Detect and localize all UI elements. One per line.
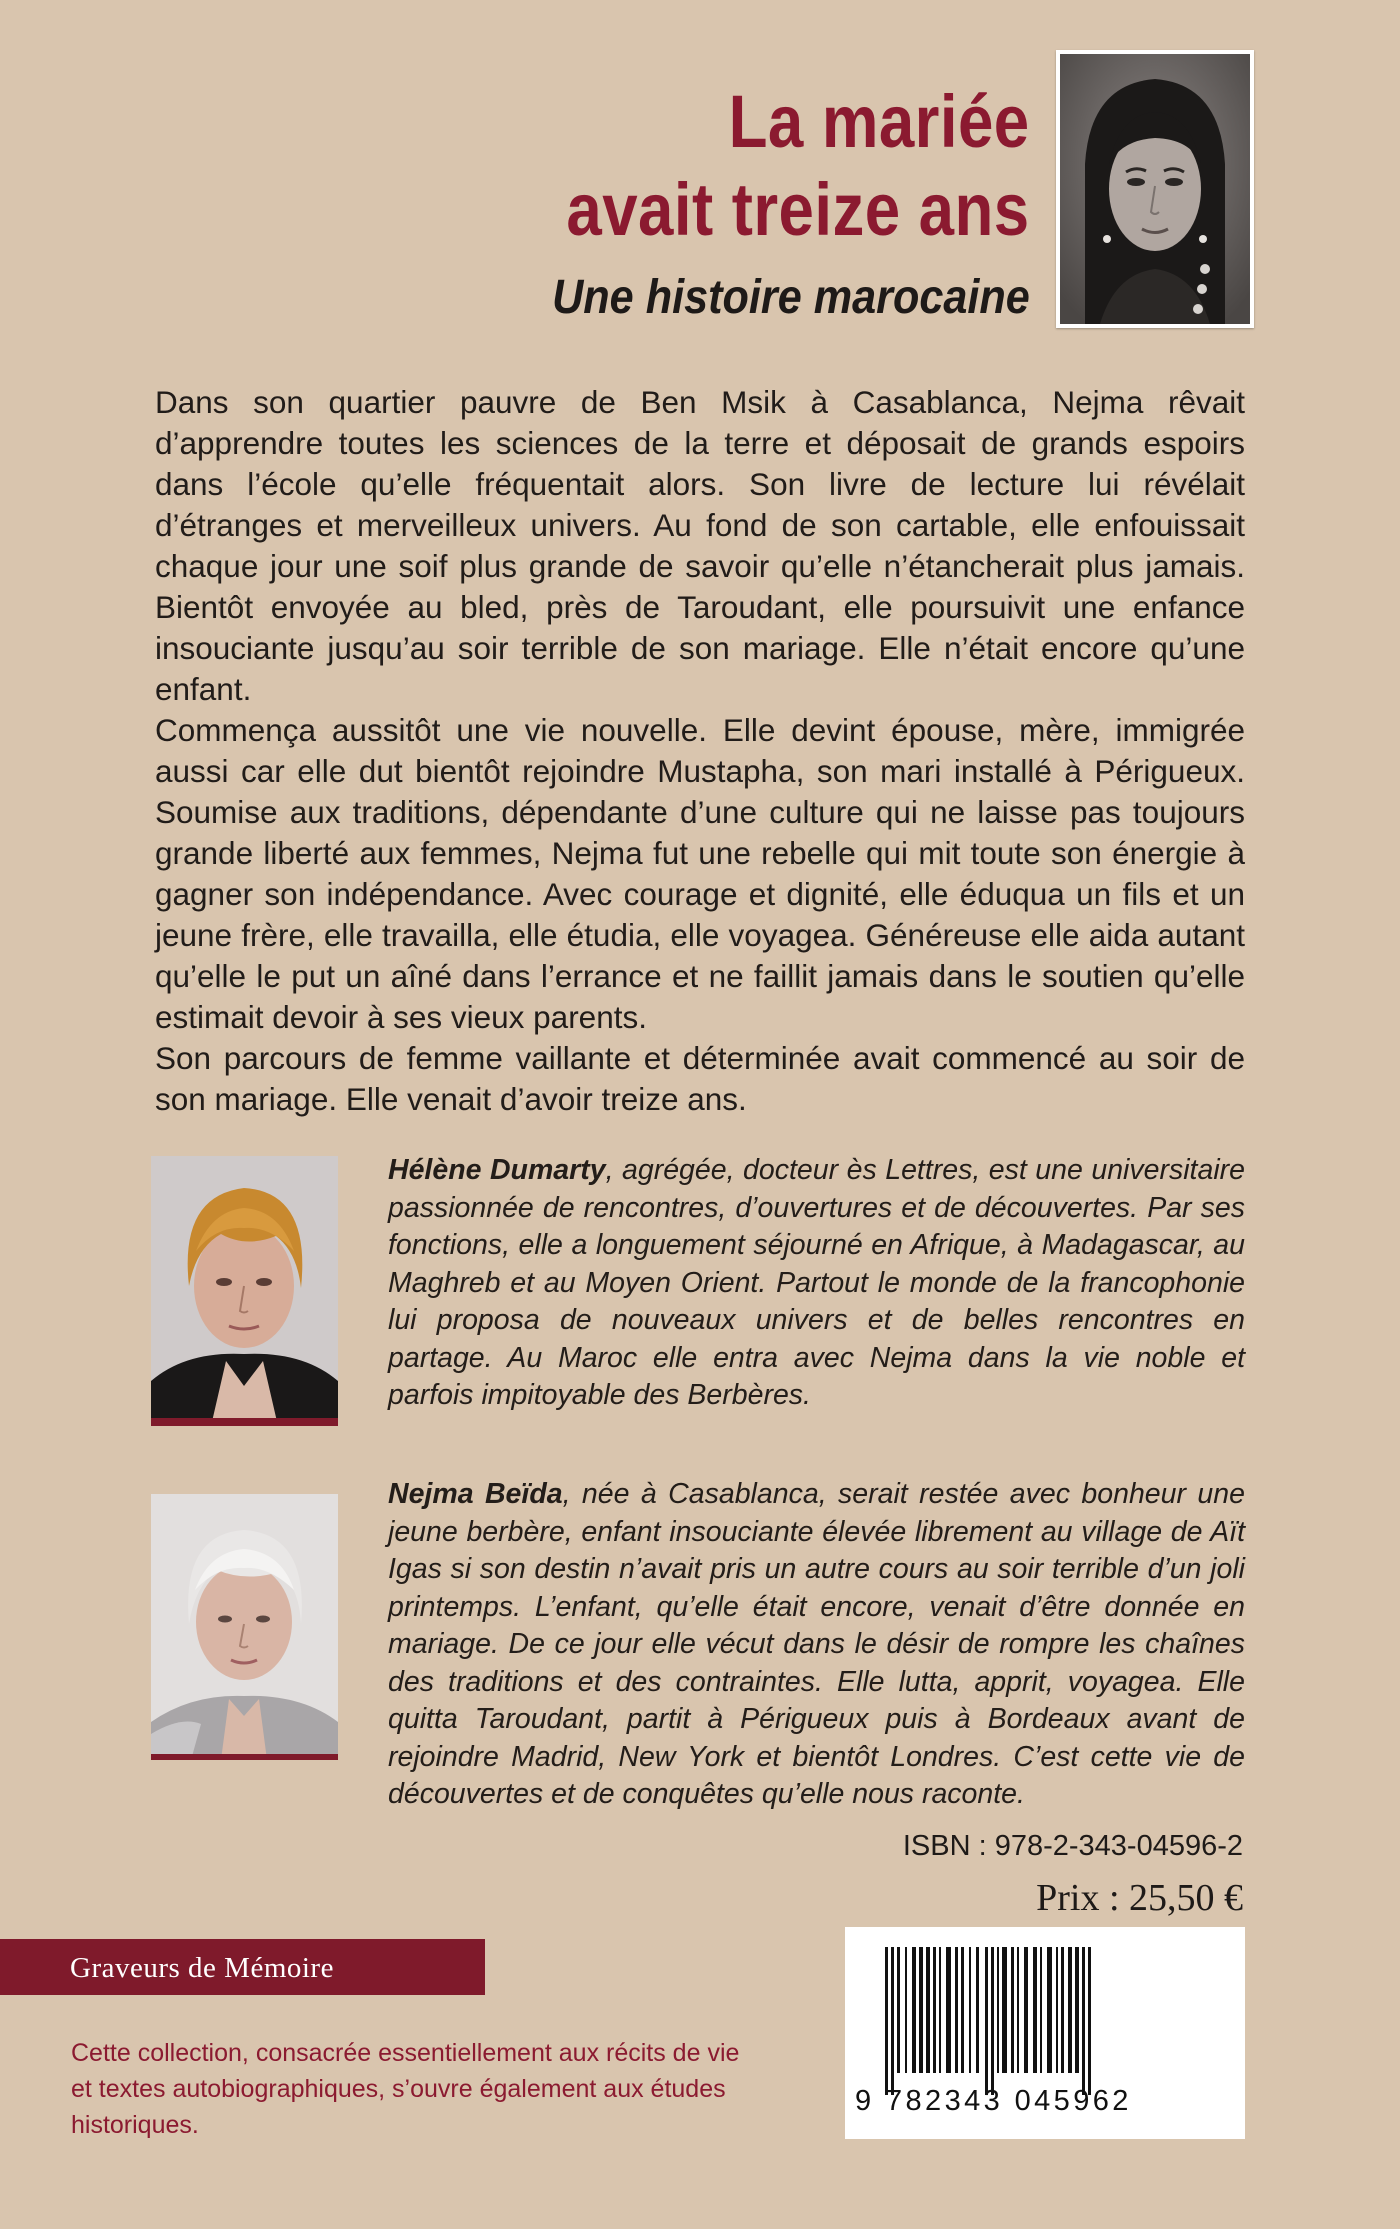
barcode-bar xyxy=(1056,1947,1058,2073)
collection-description: Cette collection, consacrée essentiellement aux récits de vie et textes autobiographiques, s’ouvre également aux études historiques. xyxy=(71,2039,740,2139)
title-line-1: La mariée xyxy=(728,80,1030,163)
barcode-bar xyxy=(985,1947,988,2095)
barcode-bar xyxy=(1061,1947,1064,2073)
barcode-bar xyxy=(1040,1947,1042,2073)
isbn: ISBN : 978-2-343-04596-2 xyxy=(902,1830,1243,1862)
book-summary xyxy=(155,382,1245,1120)
barcode-bar xyxy=(946,1947,951,2073)
author-name-2: Nejma Beïda xyxy=(388,1478,563,1510)
barcode-bar xyxy=(919,1947,923,2073)
barcode-bar xyxy=(1002,1947,1007,2073)
barcode-bar xyxy=(976,1947,979,2073)
barcode-bar xyxy=(1082,1947,1085,2095)
barcode-bar xyxy=(885,1947,888,2095)
author-2-portrait xyxy=(151,1494,338,1760)
barcode-bar xyxy=(1047,1947,1052,2073)
price: Prix : 25,50 € xyxy=(1036,1877,1243,1919)
summary-paragraph-2: Commença aussitôt une vie nouvelle. Elle devint épouse, mère, immigrée aussi car elle dut bientôt rejoindre Mustapha, son mari installé à Périgueux. Soumise aux traditions, dépendante d’une culture qui ne laisse pas toujours grande liberté aux femmes, Nejma fut une rebelle qui mit toute son énergie à gagner son indépendance. Avec courage et dignité, elle éduqua un fils et un jeune frère, elle travailla, elle étudia, elle voyagea. Généreuse elle aida autant qu’elle le put un aîné dans l’errance et ne faillit jamais dans le soutien qu’elle estimait devoir à ses vieux parents. xyxy=(155,712,1245,1035)
barcode-bar xyxy=(1033,1947,1037,2073)
author-photo-1 xyxy=(151,1156,338,1426)
barcode-bar xyxy=(1088,1947,1091,2095)
portrait-illustration xyxy=(1060,54,1250,324)
barcode-bar xyxy=(1024,1947,1028,2073)
title-line-2: avait treize ans xyxy=(566,168,1030,251)
author-1-portrait xyxy=(151,1156,338,1426)
barcode-bar xyxy=(997,1947,999,2073)
author-name-1: Hélène Dumarty xyxy=(388,1154,606,1186)
author-bio-text-1: , agrégée, docteur ès Lettres, est une universitaire passionnée de rencontres, d’ouvertures et de découvertes. Par ses fonctions, elle a longuement séjourné en Afrique, à Madagascar, au Maghreb et au Moyen Orient. Partout le monde de la francophonie lui proposa de nouveaux univers et de belles rencontres en partage. Au Maroc elle entra avec Nejma dans la vie noble et parfois impitoyable des Berbères. xyxy=(388,1154,1246,1411)
barcode-bar xyxy=(1017,1947,1019,2073)
barcode-bar xyxy=(891,1947,894,2095)
book-title xyxy=(567,78,1030,254)
barcode-bar xyxy=(1075,1947,1079,2073)
summary-paragraph-3: Son parcours de femme vaillante et déterminée avait commencé au soir de son mariage. Elle venait d’avoir treize ans. xyxy=(155,1040,1245,1117)
author-bio-2 xyxy=(388,1476,1245,1814)
barcode-bar xyxy=(955,1947,958,2073)
author-bio-1 xyxy=(388,1152,1245,1415)
author-photo-2 xyxy=(151,1494,338,1760)
cover-portrait xyxy=(1056,50,1254,328)
barcode-bar xyxy=(939,1947,941,2073)
summary-paragraph-1: Dans son quartier pauvre de Ben Msik à Casablanca, Nejma rêvait d’apprendre toutes les sciences de la terre et déposait de grands espoirs dans l’école qu’elle fréquentait alors. Son livre de lecture lui révélait d’étranges et merveilleux univers. Au fond de son cartable, elle enfouissait chaque jour une soif plus grande de savoir qu’elle n’étancherait plus jamais. Bientôt envoyée au bled, près de Taroudant, elle poursuivit une enfance insouciante jusqu’au soir terrible de son mariage. Elle n’était encore qu’une enfant. xyxy=(155,384,1245,707)
barcode-bar xyxy=(933,1947,936,2073)
barcode-bar xyxy=(991,1947,994,2095)
barcode-digits: 9 782343 045962 xyxy=(855,2085,1132,2117)
barcode-bar xyxy=(905,1947,907,2073)
barcode-bar xyxy=(961,1947,964,2073)
barcode-bar xyxy=(1011,1947,1014,2073)
barcode-bar xyxy=(969,1947,971,2073)
barcode-bar xyxy=(1068,1947,1072,2073)
author-bio-text-2: , née à Casablanca, serait restée avec bonheur une jeune berbère, enfant insouciante élevée librement au village de Aït Igas si son destin n’avait pris un autre cours au soir terrible d’un joli printemps. L’enfant, qu’elle était encore, venait d’être donnée en mariage. De ce jour elle vécut dans le désir de rompre les chaînes des traditions et des contraintes. Elle lutta, apprit, voyagea. Elle quitta Taroudant, partit à Périgueux puis à Bordeaux avant de rejoindre Madrid, New York et bientôt Londres. C’est cette vie de découvertes et de conquêtes qu’elle nous raconte. xyxy=(388,1478,1245,1810)
barcode-bar xyxy=(926,1947,930,2073)
book-subtitle: Une histoire marocaine xyxy=(552,271,1030,324)
barcode-bar xyxy=(897,1947,900,2073)
barcode-bar xyxy=(912,1947,916,2073)
collection-name: Graveurs de Mémoire xyxy=(70,1952,334,1984)
